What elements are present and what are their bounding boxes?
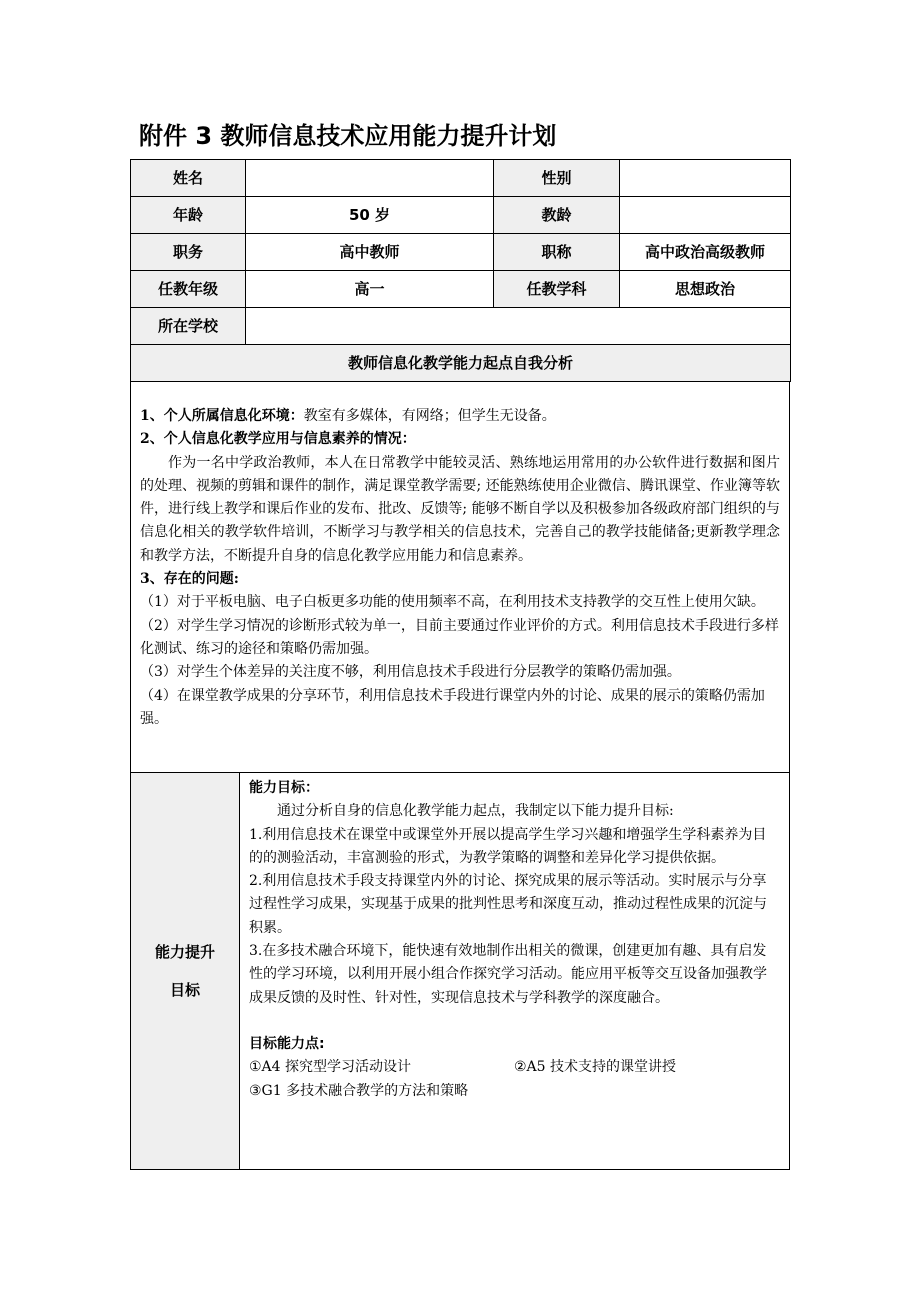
analysis-section-title: 教师信息化教学能力起点自我分析 (131, 345, 791, 382)
target-points-row (249, 1056, 779, 1079)
table-row (131, 234, 791, 271)
literacy-label: 2、个人信息化教学应用与信息素养的情况： (140, 431, 416, 448)
grade-label: 任教年级 (131, 271, 246, 308)
literacy-text: 作为一名中学政治教师，本人在日常教学中能较灵活、熟练地运用常用的办公软件进行数据和图片的处理、视频的剪辑和课件的制作，满足课堂教学需要; 还能熟练使用企业微信、腾讯课堂、作业簿等软件，进行线上教学和课后作业的发布、批改、反馈等; 能够不断自学以及积极参加各级政府部门组织的与信息化相关的教学软件培训，不断学习与教学相关的信息技术，完善自己的教学技能储备;更新教学理念和教学方法，不断提升自身的信息化教学应用能力和信息素养。 (140, 454, 780, 564)
environment-label: 1、个人所属信息化环境： (140, 408, 304, 424)
target-points-title: 目标能力点: (249, 1035, 325, 1052)
school-value (246, 308, 791, 345)
goals-label (155, 933, 215, 1009)
self-analysis-section (130, 381, 790, 773)
goals-intro: 通过分析自身的信息化教学能力起点，我制定以下能力提升目标: (277, 803, 674, 820)
table-row (131, 271, 791, 308)
table-row (131, 345, 791, 382)
problem-item: （1）对于平板电脑、电子白板更多功能的使用频率不高，在利用技术支持教学的交互性上使用欠缺。 (140, 594, 765, 611)
problem-item: （3）对学生个体差异的关注度不够，利用信息技术手段进行分层教学的策略仍需加强。 (140, 664, 681, 681)
environment-line (140, 405, 780, 428)
problem-item: （2）对学生学习情况的诊断形式较为单一，目前主要通过作业评价的方式。利用信息技术手段进行多样化测试、练习的途径和策略仍需加强。 (140, 617, 779, 657)
subject-value: 思想政治 (620, 271, 791, 308)
age-label: 年龄 (131, 197, 246, 234)
problem-item: （4）在课堂教学成果的分享环节，利用信息技术手段进行课堂内外的讨论、成果的展示的策略仍需加强。 (140, 687, 765, 727)
name-value (246, 160, 494, 197)
table-row (131, 197, 791, 234)
environment-text: 教室有多媒体，有网络；但学生无设备。 (303, 408, 556, 424)
rank-value: 高中政治高级教师 (620, 234, 791, 271)
basic-info-table (130, 159, 791, 382)
gender-label: 性别 (494, 160, 620, 197)
school-label: 所在学校 (131, 308, 246, 345)
teaching-years-value (620, 197, 791, 234)
problems-label: 3、存在的问题: (140, 571, 239, 588)
age-value: 50 岁 (246, 197, 494, 234)
goals-label-cell (131, 773, 240, 1169)
grade-value: 高一 (246, 271, 494, 308)
rank-label: 职称 (494, 234, 620, 271)
position-value: 高中教师 (246, 234, 494, 271)
page-title: 附件 3 教师信息技术应用能力提升计划 (139, 122, 557, 150)
position-label: 职务 (131, 234, 246, 271)
ability-goals-section (130, 773, 790, 1170)
spacer (249, 1010, 779, 1033)
table-row (131, 308, 791, 345)
ability-goal-title: 能力目标： (249, 780, 319, 796)
target-point: ③G1 多技术融合教学的方法和策略 (249, 1082, 469, 1099)
target-point: ②A5 技术支持的课堂讲授 (514, 1059, 677, 1076)
goals-content-cell (240, 773, 789, 1169)
gender-value (620, 160, 791, 197)
table-row (131, 160, 791, 197)
goal-item: 2.利用信息技术手段支持课堂内外的讨论、探究成果的展示等活动。实时展示与分享过程性学习成果，实现基于成果的批判性思考和深度互动，推动过程性成果的沉淀与积累。 (249, 873, 767, 936)
goals-label-line2: 目标 (169, 981, 200, 999)
goal-item: 3.在多技术融合环境下，能快速有效地制作出相关的微课，创建更加有趣、具有启发性的学习环境，以利用开展小组合作探究学习活动。能应用平板等交互设备加强教学成果反馈的及时性、针对性，实现信息技术与学科教学的深度融合。 (249, 943, 767, 1006)
goal-item: 1.利用信息技术在课堂中或课堂外开展以提高学生学习兴趣和增强学生学科素养为目的的测验活动，丰富测验的形式，为教学策略的调整和差异化学习提供依据。 (249, 826, 767, 866)
target-point: ①A4 探究型学习活动设计 (249, 1059, 412, 1076)
name-label: 姓名 (131, 160, 246, 197)
goals-label-line1: 能力提升 (154, 943, 215, 961)
subject-label: 任教学科 (494, 271, 620, 308)
teaching-years-label: 教龄 (494, 197, 620, 234)
